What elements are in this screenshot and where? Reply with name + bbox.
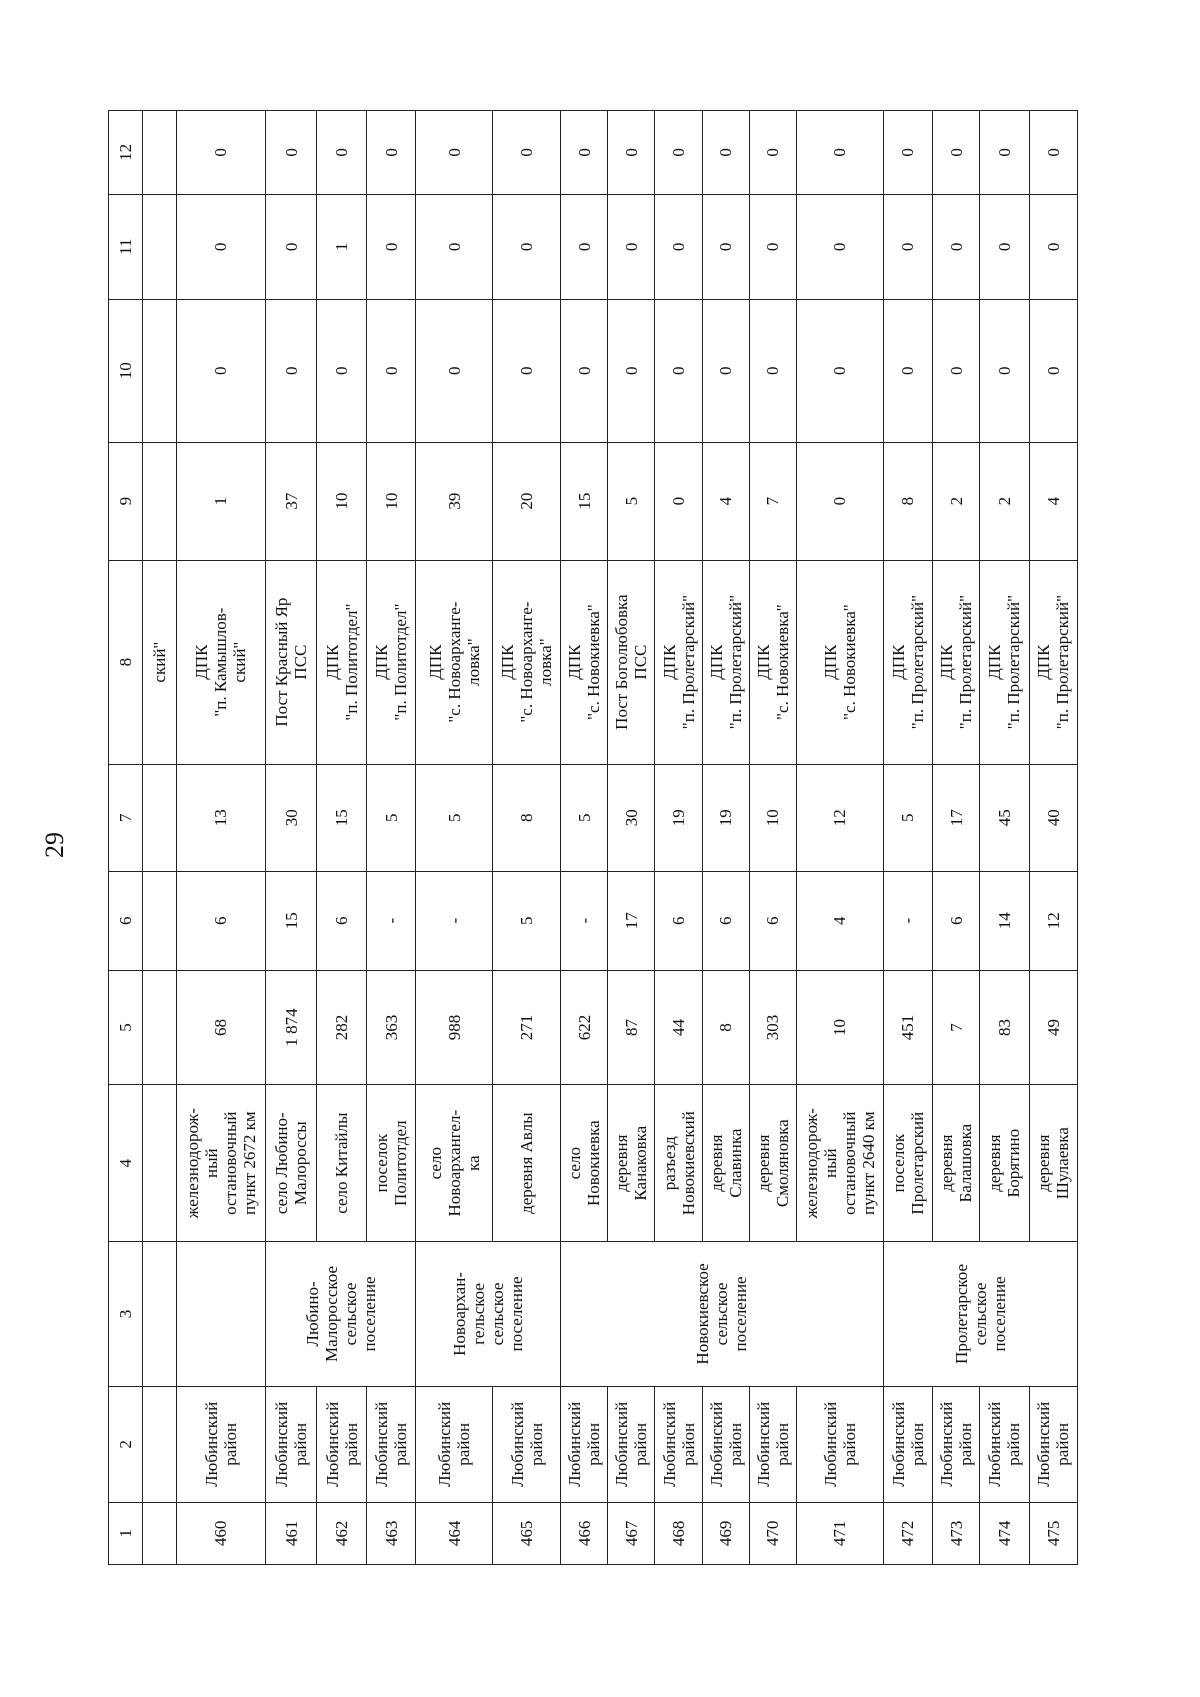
- value-cell: 0: [749, 194, 796, 299]
- value-cell: 17: [608, 871, 655, 970]
- district-cell: Любинский район: [265, 1386, 317, 1502]
- settlements-table: [108, 110, 1078, 1565]
- value-cell: 0: [493, 194, 561, 299]
- page-number: 29: [40, 832, 69, 858]
- locality-cell: село Китайлы: [317, 1085, 366, 1242]
- row-number-cell: 465: [493, 1502, 561, 1564]
- value-cell: 0: [317, 299, 366, 442]
- locality-cell: деревня Славинка: [702, 1085, 749, 1242]
- locality-cell: деревня Борятино: [980, 1085, 1029, 1242]
- fire-unit-cell: ДПК "п. Пролетарский": [883, 560, 932, 764]
- value-cell: 4: [702, 442, 749, 560]
- value-cell: 5: [608, 442, 655, 560]
- settlement-cell: [177, 1242, 266, 1387]
- value-cell: 0: [797, 111, 884, 195]
- table-row: [416, 111, 493, 1565]
- district-cell: Любинский район: [493, 1386, 561, 1502]
- row-number-cell: 471: [797, 1502, 884, 1564]
- value-cell: 6: [655, 871, 702, 970]
- row-number-cell: 467: [608, 1502, 655, 1564]
- value-cell: 6: [702, 871, 749, 970]
- population-cell: 363: [366, 970, 415, 1085]
- value-cell: 5: [493, 871, 561, 970]
- value-cell: 1: [317, 194, 366, 299]
- value-cell: 0: [702, 111, 749, 195]
- district-cell: Любинский район: [655, 1386, 702, 1502]
- value-cell: -: [416, 871, 493, 970]
- empty-cell: [143, 442, 177, 560]
- locality-cell: село Новокиевка: [561, 1085, 608, 1242]
- value-cell: 0: [416, 111, 493, 195]
- value-cell: 0: [883, 299, 932, 442]
- fire-unit-cell: ДПК "п. Пролетарский": [933, 560, 980, 764]
- value-cell: 12: [797, 764, 884, 871]
- value-cell: 0: [265, 194, 317, 299]
- column-header: 11: [109, 194, 143, 299]
- value-cell: 1: [177, 442, 266, 560]
- empty-cell: [143, 871, 177, 970]
- population-cell: 87: [608, 970, 655, 1085]
- column-header: 8: [109, 560, 143, 764]
- column-header: 9: [109, 442, 143, 560]
- value-cell: 20: [493, 442, 561, 560]
- value-cell: 0: [980, 111, 1029, 195]
- population-cell: 451: [883, 970, 932, 1085]
- district-cell: Любинский район: [608, 1386, 655, 1502]
- value-cell: 19: [655, 764, 702, 871]
- value-cell: 0: [317, 111, 366, 195]
- column-header: 4: [109, 1085, 143, 1242]
- fire-unit-cell: ДПК "п. Политотдел": [366, 560, 415, 764]
- row-number-cell: 473: [933, 1502, 980, 1564]
- value-cell: 0: [702, 299, 749, 442]
- value-cell: 10: [366, 442, 415, 560]
- empty-cell: [143, 111, 177, 195]
- settlement-cell: Новокиевское сельское поселение: [561, 1242, 884, 1387]
- locality-cell: железнодорож- ный остановочный пункт 2640 км: [797, 1085, 884, 1242]
- column-header: 7: [109, 764, 143, 871]
- fire-unit-cell: ДПК "с. Новоарханге- ловка": [416, 560, 493, 764]
- row-number-cell: 469: [702, 1502, 749, 1564]
- row-number-cell: 461: [265, 1502, 317, 1564]
- population-cell: 44: [655, 970, 702, 1085]
- column-header: 1: [109, 1502, 143, 1564]
- value-cell: -: [366, 871, 415, 970]
- value-cell: 0: [933, 194, 980, 299]
- settlement-cell: Любино- Малоросское сельское поселение: [265, 1242, 415, 1387]
- value-cell: 8: [493, 764, 561, 871]
- locality-cell: село Любино- Малороссы: [265, 1085, 317, 1242]
- locality-cell: деревня Авлы: [493, 1085, 561, 1242]
- value-cell: 6: [749, 871, 796, 970]
- fire-unit-cell: ДПК "с. Новокиевка": [797, 560, 884, 764]
- fire-unit-cell: ДПК "п. Пролетарский": [980, 560, 1029, 764]
- fire-unit-cell: ДПК "п. Пролетарский": [1029, 560, 1077, 764]
- value-cell: 10: [317, 442, 366, 560]
- value-cell: 37: [265, 442, 317, 560]
- value-cell: 0: [702, 194, 749, 299]
- value-cell: 6: [933, 871, 980, 970]
- empty-cell: [143, 1386, 177, 1502]
- row-number-cell: 462: [317, 1502, 366, 1564]
- fire-unit-cell: ДПК "с. Новокиевка": [749, 560, 796, 764]
- column-header: 12: [109, 111, 143, 195]
- district-cell: Любинский район: [1029, 1386, 1077, 1502]
- value-cell: 30: [608, 764, 655, 871]
- value-cell: 0: [883, 194, 932, 299]
- value-cell: 6: [317, 871, 366, 970]
- locality-cell: поселок Пролетарский: [883, 1085, 932, 1242]
- value-cell: 0: [366, 111, 415, 195]
- row-number-cell: 463: [366, 1502, 415, 1564]
- value-cell: 0: [797, 299, 884, 442]
- row-number-cell: 470: [749, 1502, 796, 1564]
- settlement-cell: Новоархан- гельское сельское поселение: [416, 1242, 561, 1387]
- population-cell: 271: [493, 970, 561, 1085]
- rotated-table-container: [108, 110, 1078, 1565]
- fire-unit-cell: Пост Красный Яр ПСС: [265, 560, 317, 764]
- district-cell: Любинский район: [797, 1386, 884, 1502]
- column-header: 10: [109, 299, 143, 442]
- district-cell: Любинский район: [317, 1386, 366, 1502]
- fire-unit-cell: ДПК "п. Пролетарский": [655, 560, 702, 764]
- fire-unit-cell: Пост Боголюбовка ПСС: [608, 560, 655, 764]
- value-cell: 0: [416, 299, 493, 442]
- population-cell: 83: [980, 970, 1029, 1085]
- district-cell: Любинский район: [933, 1386, 980, 1502]
- value-cell: 14: [980, 871, 1029, 970]
- value-cell: -: [561, 871, 608, 970]
- district-cell: Любинский район: [561, 1386, 608, 1502]
- row-number-cell: 472: [883, 1502, 932, 1564]
- population-cell: 68: [177, 970, 266, 1085]
- value-cell: 0: [561, 194, 608, 299]
- value-cell: 0: [933, 111, 980, 195]
- value-cell: 0: [749, 299, 796, 442]
- district-cell: Любинский район: [749, 1386, 796, 1502]
- value-cell: 0: [1029, 299, 1077, 442]
- value-cell: 19: [702, 764, 749, 871]
- column-header: 2: [109, 1386, 143, 1502]
- empty-cell: [143, 764, 177, 871]
- table-row: [265, 111, 317, 1565]
- value-cell: 4: [797, 871, 884, 970]
- settlement-cell: Пролетарское сельское поселение: [883, 1242, 1077, 1387]
- value-cell: 15: [561, 442, 608, 560]
- value-cell: 0: [797, 442, 884, 560]
- population-cell: 49: [1029, 970, 1077, 1085]
- value-cell: 0: [177, 111, 266, 195]
- value-cell: 0: [561, 111, 608, 195]
- column-header: 3: [109, 1242, 143, 1387]
- value-cell: 6: [177, 871, 266, 970]
- row-number-cell: 464: [416, 1502, 493, 1564]
- locality-cell: разъезд Новокиевский: [655, 1085, 702, 1242]
- empty-cell: [143, 1502, 177, 1564]
- value-cell: 5: [366, 764, 415, 871]
- population-cell: 1 874: [265, 970, 317, 1085]
- value-cell: 40: [1029, 764, 1077, 871]
- table-row: [177, 111, 266, 1565]
- row-number-cell: 468: [655, 1502, 702, 1564]
- district-cell: Любинский район: [702, 1386, 749, 1502]
- locality-cell: железнодорож- ный остановочный пункт 2672 км: [177, 1085, 266, 1242]
- locality-cell: поселок Политотдел: [366, 1085, 415, 1242]
- empty-cell: [143, 1242, 177, 1387]
- value-cell: 2: [933, 442, 980, 560]
- locality-cell: деревня Смоляновка: [749, 1085, 796, 1242]
- value-cell: 30: [265, 764, 317, 871]
- value-cell: 5: [416, 764, 493, 871]
- fire-unit-cell: ДПК "п. Пролетарский": [702, 560, 749, 764]
- value-cell: 0: [655, 299, 702, 442]
- value-cell: -: [883, 871, 932, 970]
- value-cell: 0: [177, 194, 266, 299]
- value-cell: 0: [366, 194, 415, 299]
- value-cell: 0: [608, 111, 655, 195]
- column-header: 6: [109, 871, 143, 970]
- population-cell: 282: [317, 970, 366, 1085]
- value-cell: 0: [655, 111, 702, 195]
- row-number-cell: 475: [1029, 1502, 1077, 1564]
- value-cell: 13: [177, 764, 266, 871]
- value-cell: 0: [980, 194, 1029, 299]
- value-cell: 0: [608, 299, 655, 442]
- value-cell: 0: [493, 299, 561, 442]
- table-body: [177, 111, 1078, 1565]
- value-cell: 45: [980, 764, 1029, 871]
- value-cell: 0: [797, 194, 884, 299]
- population-cell: 7: [933, 970, 980, 1085]
- empty-cell: [143, 194, 177, 299]
- value-cell: 4: [1029, 442, 1077, 560]
- locality-cell: село Новоархангел- ка: [416, 1085, 493, 1242]
- empty-cell: [143, 299, 177, 442]
- table-row: [883, 111, 932, 1565]
- value-cell: 0: [416, 194, 493, 299]
- value-cell: 10: [749, 764, 796, 871]
- value-cell: 0: [749, 111, 796, 195]
- population-cell: 988: [416, 970, 493, 1085]
- value-cell: 0: [608, 194, 655, 299]
- value-cell: 0: [933, 299, 980, 442]
- column-number-row: [109, 111, 143, 1565]
- fire-unit-cell: ДПК "п. Камышлов- ский": [177, 560, 266, 764]
- district-cell: Любинский район: [980, 1386, 1029, 1502]
- district-cell: Любинский район: [416, 1386, 493, 1502]
- value-cell: 39: [416, 442, 493, 560]
- population-cell: 10: [797, 970, 884, 1085]
- value-cell: 15: [317, 764, 366, 871]
- continuation-row: [143, 111, 177, 1565]
- value-cell: 0: [1029, 111, 1077, 195]
- fire-unit-cell: ДПК "с. Новоарханге- ловка": [493, 560, 561, 764]
- value-cell: 0: [655, 442, 702, 560]
- value-cell: 5: [883, 764, 932, 871]
- fire-unit-cell: ДПК "п. Политотдел": [317, 560, 366, 764]
- locality-cell: деревня Шулаевка: [1029, 1085, 1077, 1242]
- value-cell: 0: [561, 299, 608, 442]
- value-cell: 0: [265, 299, 317, 442]
- population-cell: 622: [561, 970, 608, 1085]
- value-cell: 0: [366, 299, 415, 442]
- value-cell: 0: [493, 111, 561, 195]
- fire-unit-cell: ДПК "с. Новокиевка": [561, 560, 608, 764]
- value-cell: 7: [749, 442, 796, 560]
- value-cell: 12: [1029, 871, 1077, 970]
- value-cell: 0: [265, 111, 317, 195]
- empty-cell: [143, 970, 177, 1085]
- row-number-cell: 466: [561, 1502, 608, 1564]
- value-cell: 0: [655, 194, 702, 299]
- population-cell: 8: [702, 970, 749, 1085]
- table-row: [561, 111, 608, 1565]
- value-cell: 0: [980, 299, 1029, 442]
- row-number-cell: 474: [980, 1502, 1029, 1564]
- value-cell: 0: [177, 299, 266, 442]
- population-cell: 303: [749, 970, 796, 1085]
- row-number-cell: 460: [177, 1502, 266, 1564]
- locality-cell: деревня Канаковка: [608, 1085, 655, 1242]
- empty-cell: [143, 1085, 177, 1242]
- value-cell: 5: [561, 764, 608, 871]
- district-cell: Любинский район: [177, 1386, 266, 1502]
- locality-cell: деревня Балашовка: [933, 1085, 980, 1242]
- value-cell: 17: [933, 764, 980, 871]
- district-cell: Любинский район: [883, 1386, 932, 1502]
- value-cell: 0: [883, 111, 932, 195]
- continuation-cell: ский": [143, 560, 177, 764]
- column-header: 5: [109, 970, 143, 1085]
- value-cell: 8: [883, 442, 932, 560]
- value-cell: 2: [980, 442, 1029, 560]
- value-cell: 0: [1029, 194, 1077, 299]
- value-cell: 15: [265, 871, 317, 970]
- district-cell: Любинский район: [366, 1386, 415, 1502]
